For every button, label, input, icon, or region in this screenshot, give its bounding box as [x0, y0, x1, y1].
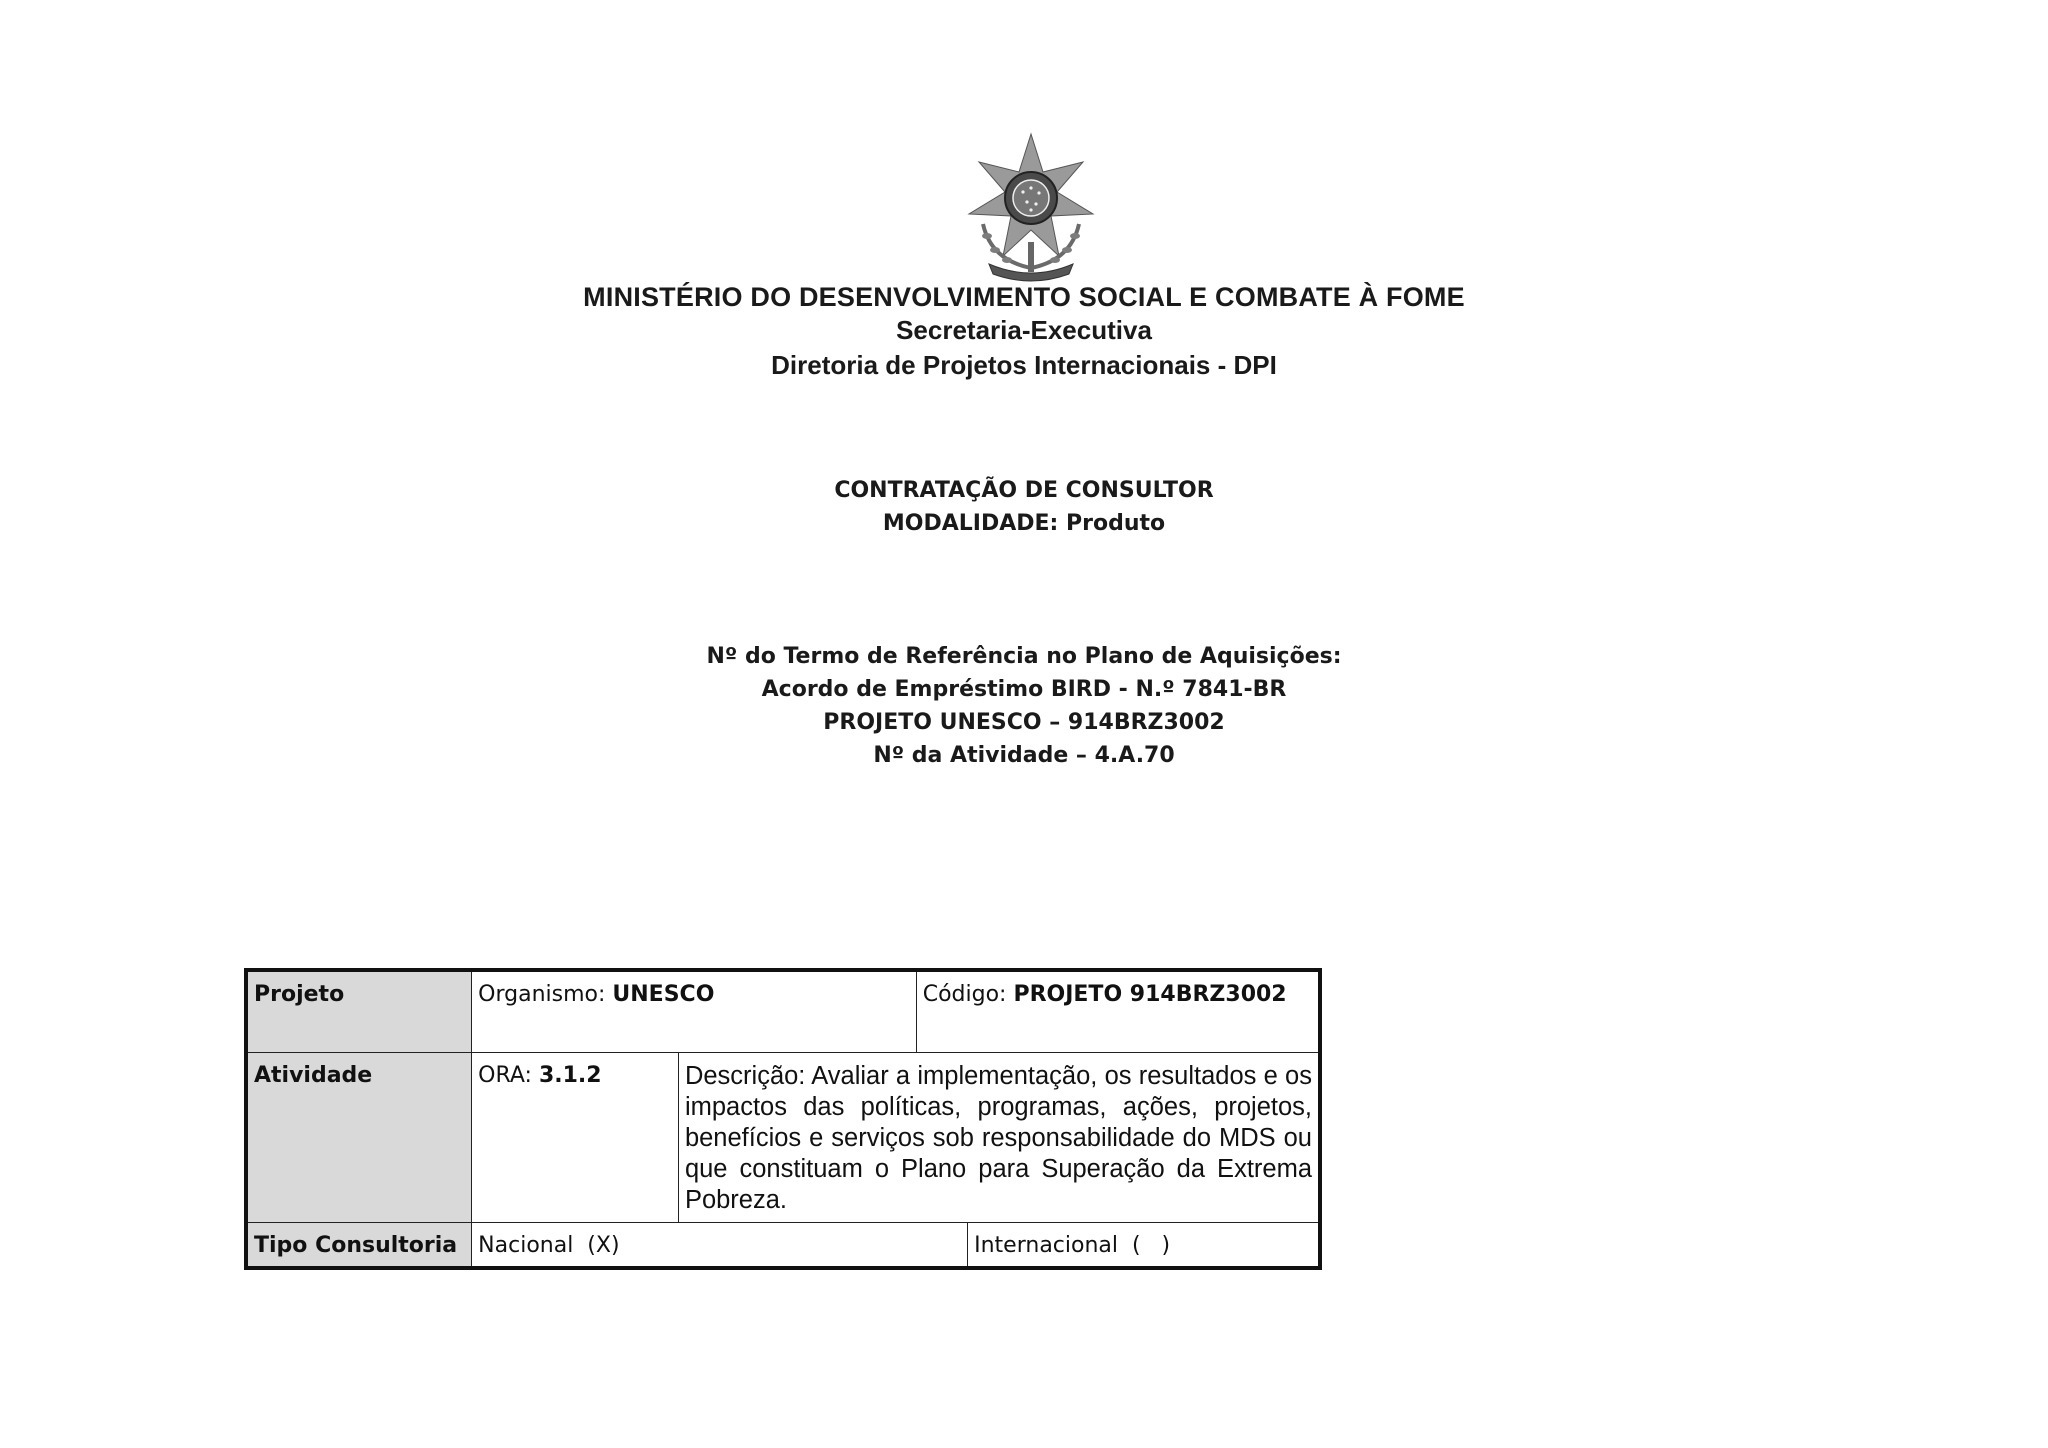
codigo-label: Código:: [922, 982, 1014, 1007]
atividade-label: Atividade: [246, 1052, 472, 1222]
reference-line-1: Nº do Termo de Referência no Plano de Aquisições:: [706, 644, 1342, 669]
organismo-label: Organismo:: [478, 982, 613, 1007]
table-row-projeto: [246, 970, 1320, 1052]
projeto-label: Projeto: [246, 970, 472, 1052]
reference-block: [0, 640, 2048, 772]
contract-modalidade: MODALIDADE: Produto: [882, 511, 1166, 536]
coat-of-arms-emblem: [961, 132, 1101, 282]
ora-cell: [472, 1052, 679, 1222]
organismo-value: UNESCO: [612, 982, 715, 1007]
reference-line-3: PROJETO UNESCO – 914BRZ3002: [823, 710, 1225, 735]
codigo-cell: [916, 970, 1320, 1052]
contract-heading: [0, 474, 2048, 540]
codigo-value: PROJETO 914BRZ3002: [1013, 982, 1287, 1007]
ora-value: 3.1.2: [538, 1062, 602, 1088]
table-row-tipo: [246, 1222, 1320, 1268]
ministry-name: MINISTÉRIO DO DESENVOLVIMENTO SOCIAL E COMBATE À FOME: [583, 282, 1465, 312]
table-row-atividade: [246, 1052, 1320, 1222]
internacional-option: Internacional ( ): [968, 1222, 1320, 1268]
descricao-cell: Descrição: Avaliar a implementação, os resultados e os impactos das políticas, programas, ações, projetos, benefícios e serviços sob responsabilidade do MDS ou que constituam o Plano para Superação da Extrema Pobreza.: [678, 1052, 1320, 1222]
ora-label: ORA:: [478, 1062, 539, 1088]
contract-title: CONTRATAÇÃO DE CONSULTOR: [834, 478, 1214, 503]
reference-line-4: Nº da Atividade – 4.A.70: [873, 743, 1175, 768]
reference-line-2: Acordo de Empréstimo BIRD - N.º 7841-BR: [761, 677, 1287, 702]
organismo-cell: [472, 970, 917, 1052]
diretoria-name: Diretoria de Projetos Internacionais - DPI: [771, 350, 1277, 380]
tipo-consultoria-label: Tipo Consultoria: [246, 1222, 472, 1268]
project-info-table: [244, 968, 1322, 1270]
secretaria-name: Secretaria-Executiva: [896, 315, 1152, 345]
nacional-option: Nacional (X): [472, 1222, 968, 1268]
